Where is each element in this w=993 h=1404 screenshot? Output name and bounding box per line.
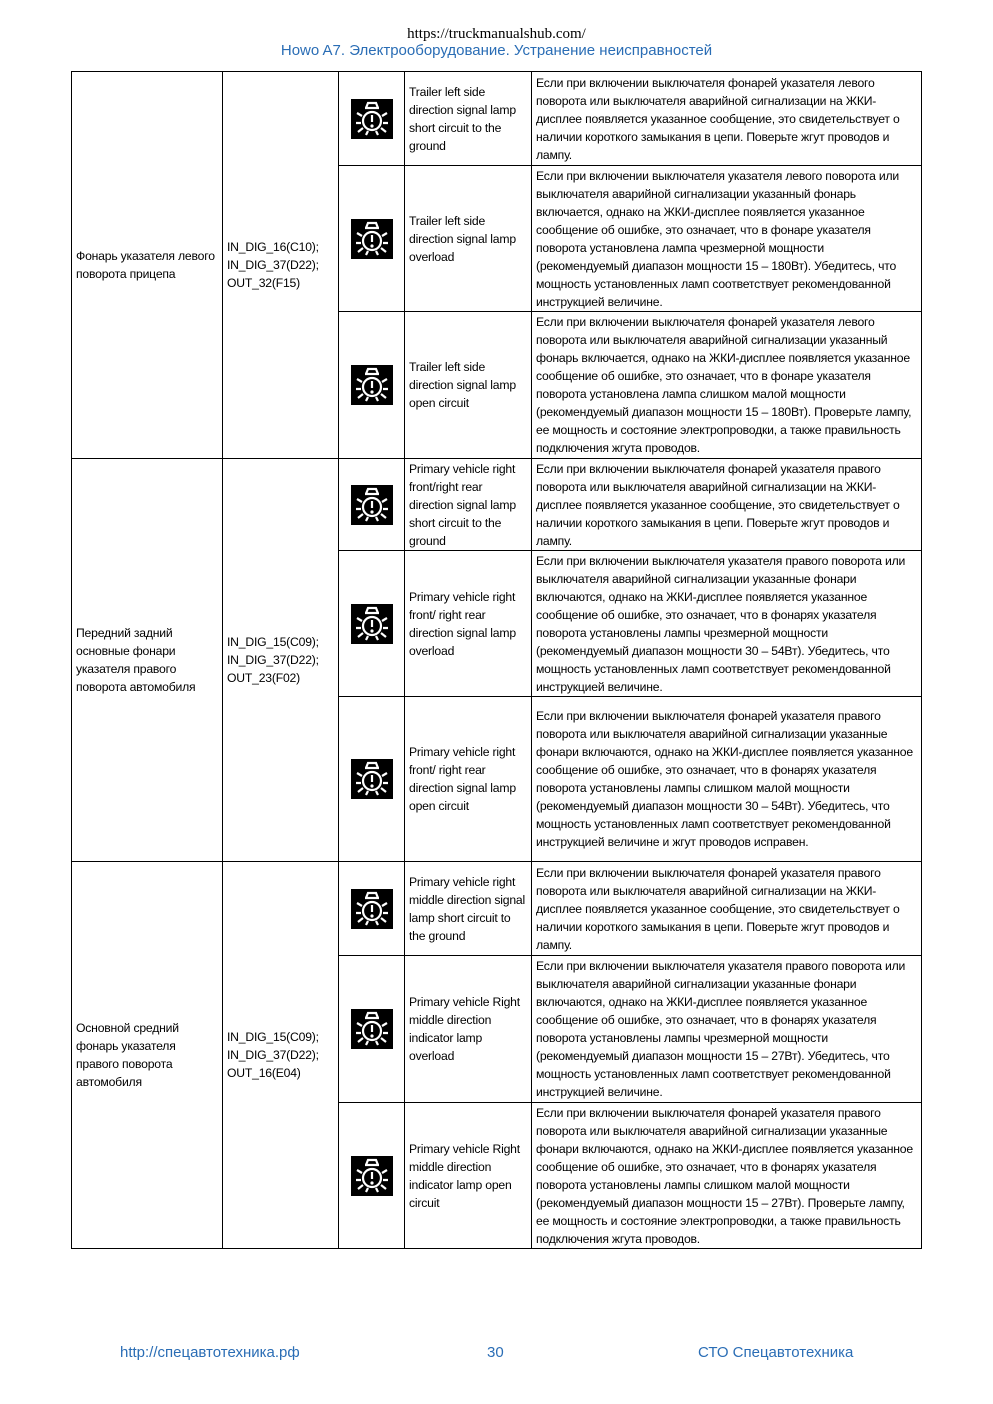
footer-company: СТО Спецавтотехника <box>698 1344 854 1361</box>
fault-code: Primary vehicle right front/ right rear direction signal lamp open circuit <box>405 697 532 862</box>
fault-description: Если при включении выключателя фонарей указателя правого поворота или выключателя аварийной сигнализации указанные фонари включаются, однако на ЖКИ-дисплее появляется указанное сообщение об ошибке, это означает, что в фонарях указателя поворота установлены лампы слишком малой мощности (рекомендуемый диапазон мощности 30 – 54Вт). Убедитесь, что мощность установленных ламп соответствует рекомендованной инструкцией величине и жгут проводов исправен. <box>532 697 922 862</box>
footer-link[interactable]: http://спецавтотехника.рф <box>120 1344 300 1361</box>
fault-code: Primary vehicle right front/ right rear direction signal lamp overload <box>405 551 532 697</box>
warning-lamp-icon <box>339 551 405 697</box>
fault-description: Если при включении выключателя указателя левого поворота или выключателя аварийной сигнализации указанный фонарь включается, однако на ЖКИ-дисплее появляется указанное сообщение об ошибке, это означает, что в фонаре указателя поворота установлена лампа чрезмерной мощности (рекомендуемый диапазон мощности 15 – 180Вт). Убедитесь, что мощность установленных ламп соответствует рекомендованной инструкцией величине. <box>532 166 922 312</box>
warning-lamp-icon <box>339 862 405 956</box>
signal-list: IN_DIG_15(C09); IN_DIG_37(D22); OUT_16(E04) <box>223 862 339 1249</box>
fault-code: Trailer left side direction signal lamp overload <box>405 166 532 312</box>
component-name: Фонарь указателя левого поворота прицепа <box>72 72 223 459</box>
warning-lamp-icon <box>339 72 405 166</box>
fault-table <box>71 71 922 1249</box>
page-number: 30 <box>487 1344 504 1361</box>
component-name: Передний задний основные фонари указателя правого поворота автомобиля <box>72 459 223 862</box>
warning-lamp-icon <box>339 166 405 312</box>
fault-description: Если при включении выключателя фонарей указателя правого поворота или выключателя аварийной сигнализации на ЖКИ-дисплее появляется указанное сообщение, это свидетельствует о наличии короткого замыкания в цепи. Поверьте жгут проводов и лампу. <box>532 459 922 551</box>
table-row <box>72 459 922 551</box>
warning-lamp-icon <box>339 697 405 862</box>
fault-code: Primary vehicle Right middle direction indicator lamp overload <box>405 956 532 1103</box>
warning-lamp-icon <box>339 459 405 551</box>
fault-description: Если при включении выключателя фонарей указателя правого поворота или выключателя аварийной сигнализации указанные фонари включаются, однако на ЖКИ-дисплее появляется указанное сообщение об ошибке, это означает, что в фонарях указателя поворота установлены лампы слишком малой мощности (рекомендуемый диапазон мощности 15 – 27Вт). Проверьте лампу, ее мощность и состояние электропроводки, а также правильность подключения жгута проводов. <box>532 1103 922 1249</box>
signal-list: IN_DIG_15(C09); IN_DIG_37(D22); OUT_23(F02) <box>223 459 339 862</box>
fault-code: Primary vehicle right front/right rear direction signal lamp short circuit to the ground <box>405 459 532 551</box>
fault-code: Primary vehicle right middle direction signal lamp short circuit to the ground <box>405 862 532 956</box>
header-title: Howo A7. Электрооборудование. Устранение неисправностей <box>280 42 713 59</box>
warning-lamp-icon <box>339 1103 405 1249</box>
fault-description: Если при включении выключателя фонарей указателя левого поворота или выключателя аварийной сигнализации указанный фонарь включается, однако на ЖКИ-дисплее появляется указанное сообщение об ошибке, это означает, что в фонаре указателя поворота установлена лампа слишком малой мощности (рекомендуемый диапазон мощности 15 – 180Вт). Проверьте лампу, ее мощность и состояние электропроводки, а также правильность подключения жгута проводов. <box>532 312 922 459</box>
fault-description: Если при включении выключателя фонарей указателя правого поворота или выключателя аварийной сигнализации на ЖКИ-дисплее появляется указанное сообщение, это свидетельствует о наличии короткого замыкания в цепи. Поверьте жгут проводов и лампу. <box>532 862 922 956</box>
fault-description: Если при включении выключателя указателя правого поворота или выключателя аварийной сигнализации указанные фонари включаются, однако на ЖКИ-дисплее появляется указанное сообщение об ошибке, это означает, что в фонарях указателя поворота установлены лампы чрезмерной мощности (рекомендуемый диапазон мощности 15 – 27Вт). Убедитесь, что мощность установленных ламп соответствует рекомендованной инструкцией величине. <box>532 956 922 1103</box>
table-row <box>72 862 922 956</box>
table-row <box>72 72 922 166</box>
component-name: Основной средний фонарь указателя правого поворота автомобиля <box>72 862 223 1249</box>
signal-list: IN_DIG_16(C10); IN_DIG_37(D22); OUT_32(F15) <box>223 72 339 459</box>
fault-description: Если при включении выключателя фонарей указателя левого поворота или выключателя аварийной сигнализации на ЖКИ-дисплее появляется указанное сообщение, это свидетельствует о наличии короткого замыкания в цепи. Поверьте жгут проводов и лампу. <box>532 72 922 166</box>
fault-code: Primary vehicle Right middle direction indicator lamp open circuit <box>405 1103 532 1249</box>
warning-lamp-icon <box>339 956 405 1103</box>
header-url: https://truckmanualshub.com/ <box>407 26 586 42</box>
fault-description: Если при включении выключателя указателя правого поворота или выключателя аварийной сигнализации указанные фонари включаются, однако на ЖКИ-дисплее появляется указанное сообщение об ошибке, это означает, что в фонарях указателя поворота установлены лампы чрезмерной мощности (рекомендуемый диапазон мощности 30 – 54Вт). Убедитесь, что мощность установленных ламп соответствует рекомендованной инструкцией величине. <box>532 551 922 697</box>
fault-code: Trailer left side direction signal lamp short circuit to the ground <box>405 72 532 166</box>
warning-lamp-icon <box>339 312 405 459</box>
fault-code: Trailer left side direction signal lamp open circuit <box>405 312 532 459</box>
